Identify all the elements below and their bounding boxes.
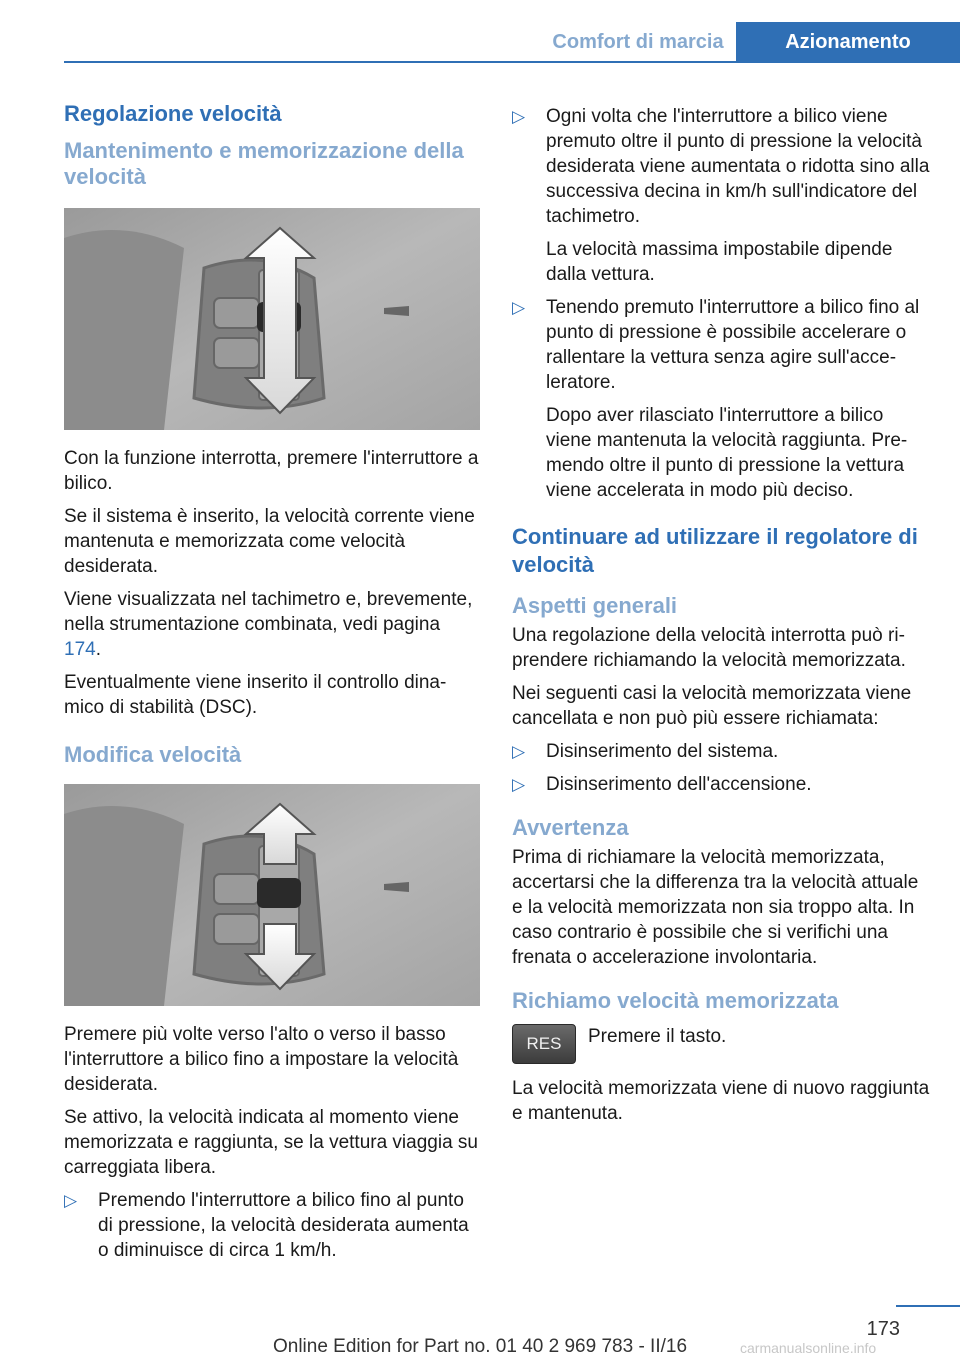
triangle-bullet-icon: ▷ <box>512 298 526 317</box>
paragraph <box>64 587 480 662</box>
steering-wheel-switch-image <box>64 208 480 430</box>
footer-rule <box>896 1305 960 1307</box>
paragraph: Se il sistema è inserito, la velocità corrente viene mantenuta e memorizzata come velocità desiderata. <box>64 506 475 577</box>
list-item-text: Tenendo premuto l'interruttore a bilico fino al punto di pressione è possibile accelerare o rallentare la vettura senza agire sull'acceleratore. <box>546 297 920 393</box>
subsection-title: Mantenimento e memorizzazione della velocità <box>64 138 464 189</box>
triangle-bullet-icon: ▷ <box>512 107 526 126</box>
subsection-title: Richiamo velocità memorizzata <box>512 988 839 1013</box>
page-header <box>0 0 960 64</box>
bullet-list <box>512 739 932 797</box>
res-instruction <box>512 1024 932 1064</box>
paragraph-text: . <box>95 639 101 660</box>
paragraph: Nei seguenti casi la velocità memorizzata viene cancellata e non può più essere richiamata: <box>512 683 912 729</box>
list-item <box>64 1188 480 1263</box>
triangle-bullet-icon: ▷ <box>512 742 526 761</box>
list-item-text: Premendo l'interruttore a bilico fino al punto di pressione, la velocità desiderata aumenta o diminuisce di circa 1 km/h. <box>98 1190 469 1261</box>
list-item-text: Disinserimento dell'accensione. <box>546 774 812 795</box>
steering-wheel-illustration <box>64 208 480 430</box>
paragraph: Premere più volte verso l'alto o verso il basso l'interruttore a bilico fino a impostare la velocità desiderata. <box>64 1024 459 1095</box>
list-item <box>512 104 932 287</box>
steering-wheel-illustration <box>64 784 480 1006</box>
active-tab[interactable]: Azionamento <box>736 22 960 62</box>
section-tab[interactable]: Comfort di marcia <box>540 22 736 62</box>
res-instruction-text: Premere il tasto. <box>588 1026 727 1047</box>
paragraph: Eventualmente viene inserito il controllo dinamico di stabilità (DSC). <box>64 672 447 718</box>
header-rule <box>64 61 960 63</box>
list-item-text: Disinserimento del sistema. <box>546 741 779 762</box>
edition-note: Online Edition for Part no. 01 40 2 969 783 - II/16 <box>272 1336 688 1357</box>
left-column <box>64 100 480 1271</box>
section-title: Continuare ad utilizzare il regolatore di velocità <box>512 524 918 577</box>
bullet-list <box>512 104 932 503</box>
paragraph: Se attivo, la velocità indicata al momento viene memorizzata e raggiunta, se la vettura viaggia su carreggiata libera. <box>64 1107 478 1178</box>
triangle-bullet-icon: ▷ <box>64 1191 78 1210</box>
paragraph: Una regolazione della velocità interrotta può riprendere richiamando la velocità memorizzata. <box>512 625 906 671</box>
subsection-title: Aspetti generali <box>512 593 678 618</box>
paragraph-text: Viene visualizzata nel tachimetro e, brevemente, nella strumentazione combinata, vedi pagina <box>64 589 473 635</box>
list-item-note: La velocità massima impostabile dipende dalla vettura. <box>546 239 893 285</box>
list-item <box>512 772 932 797</box>
list-item-text: Ogni volta che l'interruttore a bilico viene premuto oltre il punto di pressione la velocità desiderata viene aumentata o ridotta sino alla successiva decina in km/h sull'indicatore del tachimetro. <box>546 106 930 227</box>
list-item-note: Dopo aver rilasciato l'interruttore a bilico viene mantenuta la velocità raggiunta. Premendo oltre il punto di pressione la vettura viene accelerata in modo più deciso. <box>546 405 908 501</box>
list-item <box>512 739 932 764</box>
watermark: carmanualsonline.info <box>740 1340 877 1356</box>
paragraph: La velocità memorizzata viene di nuovo raggiunta e mantenuta. <box>512 1078 930 1124</box>
page-link[interactable]: 174 <box>64 639 96 660</box>
steering-wheel-switch-image <box>64 784 480 1006</box>
page-number: 173 <box>866 1318 900 1340</box>
triangle-bullet-icon: ▷ <box>512 775 526 794</box>
bullet-list <box>64 1188 480 1263</box>
paragraph: Con la funzione interrotta, premere l'interruttore a bilico. <box>64 448 479 494</box>
subsection-title: Avvertenza <box>512 815 629 840</box>
paragraph: Prima di richiamare la velocità memorizzata, accertarsi che la differenza tra la velocità attuale e la velocità memorizzata non sia troppo alta. In caso contrario è possibile che si verifichi una frenata o accelerazione involontaria. <box>512 847 919 968</box>
subsection-title: Modifica velocità <box>64 742 242 767</box>
right-column <box>512 104 932 1134</box>
list-item <box>512 295 932 503</box>
res-button[interactable]: RES <box>512 1024 576 1064</box>
section-title: Regolazione velocità <box>64 101 282 126</box>
